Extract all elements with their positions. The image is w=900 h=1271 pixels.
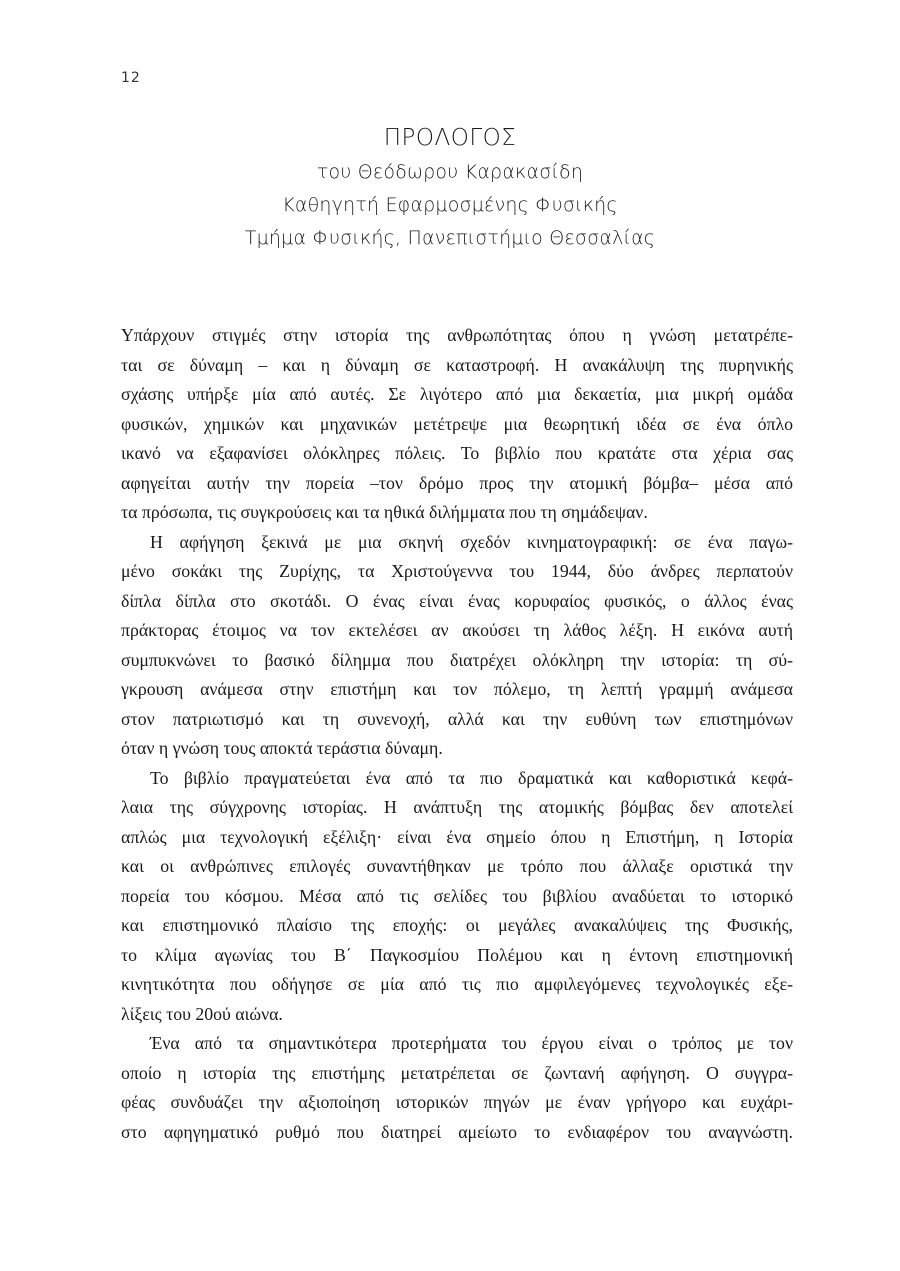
text-line: μένο σοκάκι της Ζυρίχης, τα Χριστούγεννα του 1944, δύο άνδρες περπατούν [121, 561, 793, 581]
text-line: κινητικότητα που οδήγησε σε μία από τις πιο αμφιλεγόμενες τεχνολογικές εξε- [121, 974, 793, 994]
text-line: αφηγείται αυτήν την πορεία –τον δρόμο προς την ατομική βόμβα– μέσα από [121, 472, 793, 493]
text-line: τα πρόσωπα, τις συγκρούσεις και τα ηθικά διλήμματα που τη σημάδεψαν. [121, 502, 648, 522]
text-line: πράκτορας έτοιμος να τον εκτελέσει αν ακούσει τη λάθος λέξη. Η εικόνα αυτή [121, 620, 793, 640]
text-line: γκρουση ανάμεσα στην επιστήμη και τον πόλεμο, τη λεπτή γραμμή ανάμεσα [121, 679, 793, 699]
page-title: ΠΡΟΛΟΓΟΣ [383, 125, 517, 151]
paragraph [121, 528, 793, 764]
text-line: δίπλα δίπλα στο σκοτάδι. Ο ένας είναι ένας κορυφαίος φυσικός, ο άλλος ένας [121, 590, 793, 611]
text-line: και οι ανθρώπινες επιλογές συναντήθηκαν με τρόπο που άλλαξε οριστικά την [121, 856, 793, 876]
text-line: φέας συνδυάζει την αξιοποίηση ιστορικών πηγών με έναν γρήγορο και ευχάρι- [121, 1092, 793, 1112]
text-line: Το βιβλίο πραγματεύεται ένα από τα πιο δραματικά και καθοριστικά κεφά- [150, 767, 793, 788]
page-number: 12 [121, 70, 141, 86]
text-line: συμπυκνώνει το βασικό δίλημμα που διατρέχει ολόκληρη την ιστορία: τη σύ- [121, 649, 793, 670]
text-line: λίξεις του 20ού αιώνα. [121, 1003, 283, 1024]
author-position-line: Καθηγητή Εφαρμοσμένης Φυσικής [282, 194, 618, 216]
prologue-heading [180, 122, 720, 255]
text-line: απλώς μια τεχνολογική εξέλιξη· είναι ένα σημείο όπου η Επιστήμη, η Ιστορία [121, 826, 793, 847]
paragraph [121, 764, 793, 1030]
prologue-body [121, 321, 793, 1147]
text-line: Ένα από τα σημαντικότερα προτερήματα του έργου είναι ο τρόπος με τον [150, 1033, 793, 1053]
text-line: σχάσης υπήρξε μία από αυτές. Σε λιγότερο από μια δεκαετία, μια μικρή ομάδα [121, 384, 793, 404]
text-line: όταν η γνώση τους αποκτά τεράστια δύναμη. [121, 738, 443, 758]
text-line: Υπάρχουν στιγμές στην ιστορία της ανθρωπότητας όπου η γνώση μετατρέπε- [121, 325, 793, 345]
text-line: ικανό να εξαφανίσει ολόκληρες πόλεις. Το βιβλίο που κρατάτε στα χέρια σας [121, 443, 793, 463]
paragraph [121, 1029, 793, 1147]
text-line: Η αφήγηση ξεκινά με μια σκηνή σχεδόν κινηματογραφική: σε ένα παγω- [150, 531, 793, 552]
text-line: το κλίμα αγωνίας του Β΄ Παγκοσμίου Πολέμου και η έντονη επιστημονική [121, 944, 793, 965]
text-line: οποίο η ιστορία της επιστήμης μετατρέπεται σε ζωντανή αφήγηση. Ο συγγρα- [121, 1062, 793, 1083]
text-line: στον πατριωτισμό και τη συνενοχή, αλλά και την ευθύνη των επιστημόνων [121, 708, 793, 729]
author-line: του Θεόδωρου Καρακασίδη [316, 161, 584, 183]
text-line: και επιστημονικό πλαίσιο της εποχής: οι μεγάλες ανακαλύψεις της Φυσικής, [121, 915, 793, 935]
text-line: ται σε δύναμη – και η δύναμη σε καταστροφή. Η ανακάλυψη της πυρηνικής [121, 354, 793, 375]
text-line: πορεία του κόσμου. Μέσα από τις σελίδες του βιβλίου αναδύεται το ιστορικό [121, 885, 793, 906]
text-line: φυσικών, χημικών και μηχανικών μετέτρεψε μια θεωρητική ιδέα σε ένα όπλο [121, 413, 793, 434]
paragraph [121, 321, 793, 528]
author-department-line: Τμήμα Φυσικής, Πανεπιστήμιο Θεσσαλίας [244, 227, 656, 249]
text-line: λαια της σύγχρονης ιστορίας. Η ανάπτυξη της ατομικής βόμβας δεν αποτελεί [121, 797, 793, 817]
text-line: στο αφηγηματικό ρυθμό που διατηρεί αμείωτο το ενδιαφέρον του αναγνώστη. [121, 1121, 793, 1142]
